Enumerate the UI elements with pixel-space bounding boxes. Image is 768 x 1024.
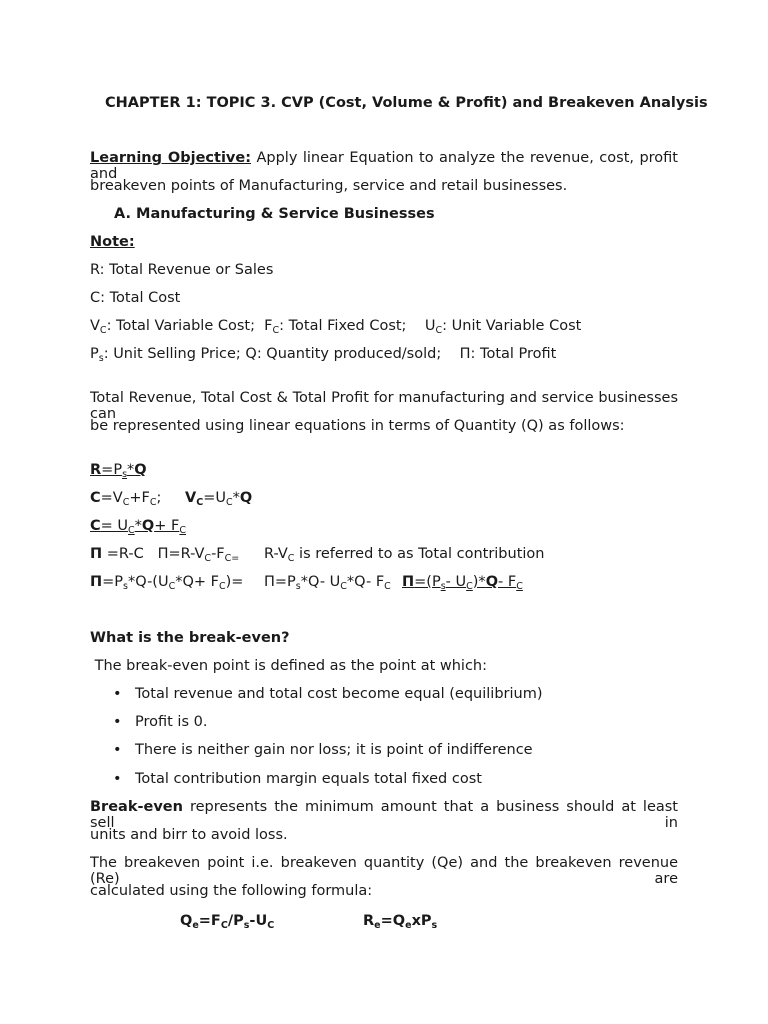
subscript-text: C (149, 497, 157, 508)
formula-variable-cost (185, 490, 252, 506)
subscript-text: C (287, 553, 295, 564)
formula-text: - U (445, 574, 467, 590)
subscript-text: C (99, 325, 107, 336)
subscript-text: C (204, 553, 212, 564)
formula-breakeven-revenue (363, 913, 437, 929)
formula-text: =R-C Π=R-V (102, 546, 205, 562)
formula-text: V (185, 490, 197, 506)
formula-text: =Q (380, 913, 406, 929)
formula-profit-basic (90, 546, 239, 562)
formula-text: -U (249, 913, 268, 929)
formula-text: C (90, 518, 101, 534)
subscript-text: C (225, 497, 233, 508)
breakeven-definition-text: represents the minimum amount that a business should at least sell in (90, 799, 678, 831)
formula-text: Q (134, 462, 147, 478)
subscript-text: C (272, 325, 280, 336)
subscript-text: s (243, 920, 250, 931)
formula-revenue (90, 462, 147, 478)
formula-text: - F (498, 574, 517, 590)
formula-profit-simplified (264, 574, 391, 590)
definition-variable-fixed-unit (90, 318, 581, 334)
formula-text: Q (141, 518, 155, 534)
bullet-text: There is neither gain nor loss; it is point of indifference (135, 742, 533, 758)
formula-total-contribution (264, 546, 544, 562)
formula-text: R (90, 462, 102, 478)
formula-text: : Unit Selling Price; Q: Quantity produced/sold; Π: Total Profit (103, 346, 557, 362)
objective-text-1: Apply linear Equation to analyze the revenue, cost, profit and (90, 150, 678, 182)
formula-profit-factored (402, 574, 523, 590)
formula-total-cost (90, 490, 161, 506)
formula-text: P (90, 346, 99, 362)
definition-c: C: Total Cost (90, 290, 181, 306)
formula-text: ; (156, 490, 162, 506)
bullet-text: Profit is 0. (135, 714, 208, 730)
formula-text: *Q- U (300, 574, 341, 590)
formula-text: Π (90, 574, 103, 590)
subscript-text: s (122, 469, 128, 480)
formula-text: R (363, 913, 375, 929)
subscript-text: e (192, 920, 199, 931)
formula-text: =P (101, 462, 123, 478)
subscript-text: C (122, 497, 130, 508)
subscript-text: C (220, 920, 228, 931)
breakeven-definition-label: Break-even (90, 799, 183, 815)
formula-text: * (232, 490, 240, 506)
note-label: Note: (90, 234, 135, 250)
formula-text: *Q-(U (128, 574, 169, 590)
bullet-icon: • (113, 742, 122, 758)
formula-text: Q (485, 574, 499, 590)
formula-text: *Q- F (346, 574, 385, 590)
formula-text: Π (90, 546, 103, 562)
formula-text: )= (225, 574, 244, 590)
formula-text: =U (203, 490, 226, 506)
subscript-text: s (123, 581, 128, 592)
subscript-text: C (340, 581, 347, 592)
formula-text: -F (211, 546, 225, 562)
formula-text: =(P (414, 574, 441, 590)
subscript-text: C (516, 581, 523, 592)
subscript-text: C (196, 497, 204, 508)
subscript-text: s (295, 581, 301, 592)
bullet-icon: • (113, 686, 122, 702)
breakeven-calc-line-2: calculated using the following formula: (90, 883, 373, 899)
formula-text: : Total Variable Cost; F (106, 318, 273, 334)
subscript-text: C (168, 581, 176, 592)
formula-text: =P (102, 574, 124, 590)
bullet-text: Total contribution margin equals total fixed cost (135, 771, 482, 787)
formula-text: Π=P (264, 574, 296, 590)
breakeven-intro: The break-even point is defined as the point at which: (90, 658, 488, 674)
bullet-text: Total revenue and total cost become equal (equilibrium) (135, 686, 543, 702)
formula-text: R-V (264, 546, 288, 562)
formula-text: : Unit Variable Cost (442, 318, 582, 334)
subscript-text: C (179, 525, 186, 536)
subscript-text: e (374, 920, 381, 931)
formula-profit-expanded (90, 574, 243, 590)
subscript-text: C (218, 581, 226, 592)
formula-text: V (90, 318, 100, 334)
formula-text: =F (198, 913, 221, 929)
formula-text: xP (411, 913, 432, 929)
formula-text: *Q+ F (175, 574, 219, 590)
subscript-text: C (267, 920, 275, 931)
formula-text: is referred to as Total contribution (294, 546, 545, 562)
intro-line-1: Total Revenue, Total Cost & Total Profit for manufacturing and service businesses can (90, 390, 678, 422)
page-title: CHAPTER 1: TOPIC 3. CVP (Cost, Volume & Profit) and Breakeven Analysis (105, 95, 708, 111)
bullet-icon: • (113, 714, 122, 730)
formula-breakeven-quantity (180, 913, 274, 929)
formula-text: C (90, 490, 101, 506)
breakeven-heading: What is the break-even? (90, 630, 290, 646)
formula-text: Q (239, 490, 253, 506)
breakeven-calc-line-1: The breakeven point i.e. breakeven quantity (Qe) and the breakeven revenue (Re) are (90, 855, 678, 887)
breakeven-definition-line-2: units and birr to avoid loss. (90, 827, 288, 843)
formula-text: /P (227, 913, 244, 929)
subscript-text: s (431, 920, 438, 931)
definition-r: R: Total Revenue or Sales (90, 262, 274, 278)
section-heading-a: A. Manufacturing & Service Businesses (114, 206, 435, 222)
formula-text: * (134, 518, 142, 534)
objective-line-2: breakeven points of Manufacturing, service and retail businesses. (90, 178, 568, 194)
intro-line-2: be represented using linear equations in terms of Quantity (Q) as follows: (90, 418, 625, 434)
formula-text: Π (402, 574, 415, 590)
subscript-text: C= (224, 553, 240, 564)
formula-text: Q (180, 913, 193, 929)
formula-text: * (127, 462, 135, 478)
formula-text: + F (154, 518, 180, 534)
subscript-text: C (384, 581, 391, 592)
subscript-text: s (98, 353, 104, 364)
subscript-text: C (435, 325, 443, 336)
definition-price-quantity-profit (90, 346, 556, 362)
subscript-text: e (405, 920, 412, 931)
subscript-text: C (466, 581, 473, 592)
formula-cost-expanded (90, 518, 186, 534)
subscript-text: C (128, 525, 135, 536)
bullet-icon: • (113, 771, 122, 787)
formula-text: +F (129, 490, 150, 506)
subscript-text: s (440, 581, 446, 592)
formula-text: = U (100, 518, 129, 534)
objective-label: Learning Objective: (90, 150, 251, 166)
formula-text: : Total Fixed Cost; U (279, 318, 436, 334)
formula-text: )* (472, 574, 486, 590)
formula-text: =V (100, 490, 123, 506)
